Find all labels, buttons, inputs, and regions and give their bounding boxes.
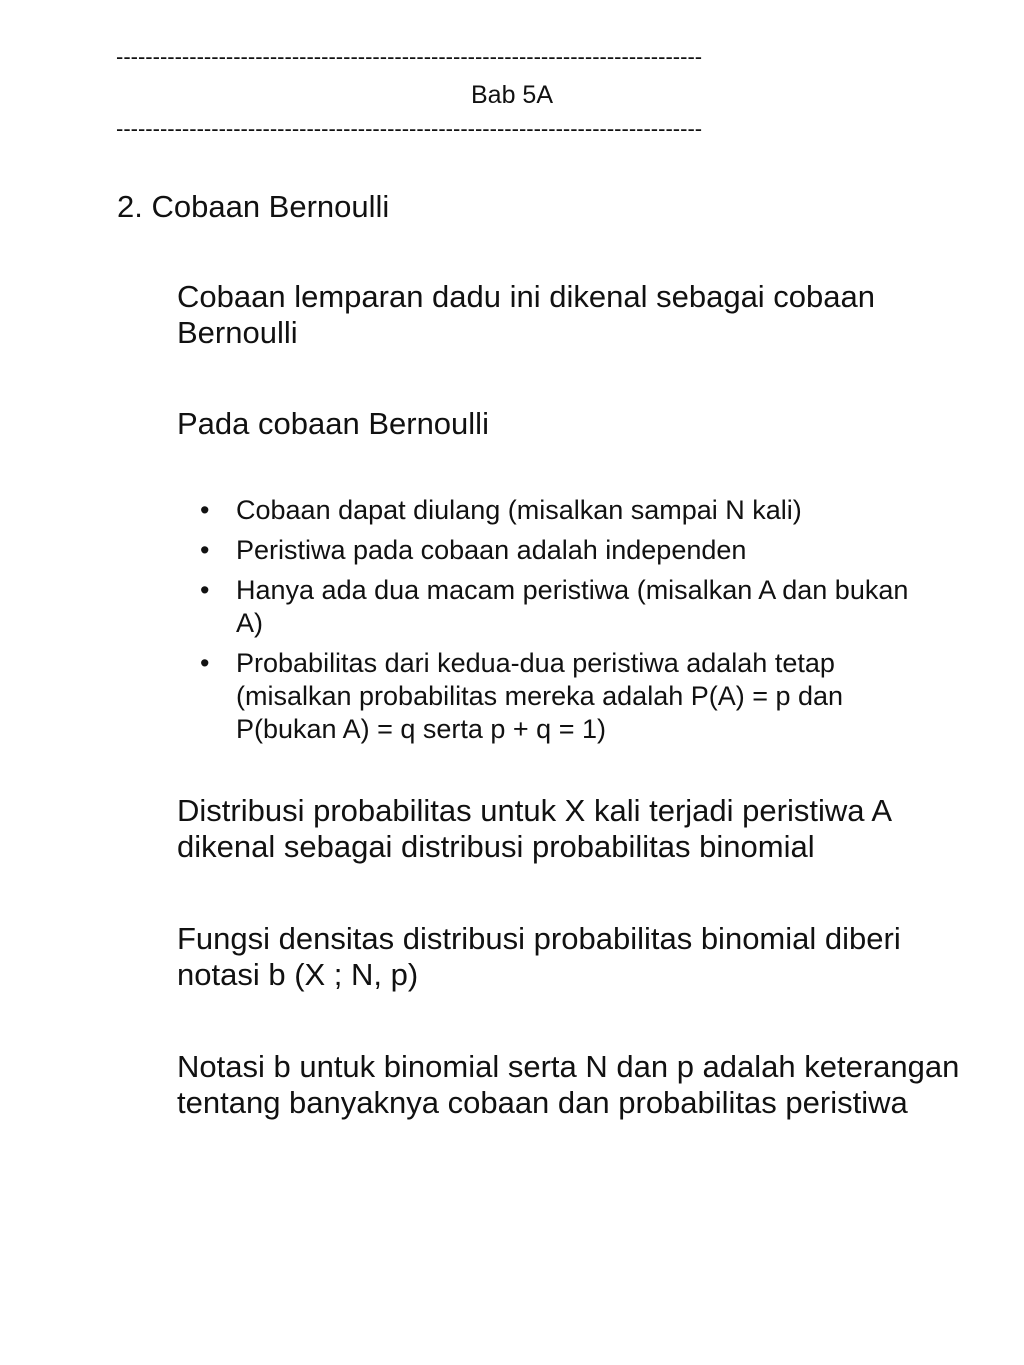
list-item [200, 647, 930, 746]
list-item [200, 534, 930, 567]
header-rule-bottom: -------------------------------------------------------------------------------- [116, 116, 703, 141]
chapter-label: Bab 5A [470, 81, 553, 109]
section-title: 2. Cobaan Bernoulli [117, 189, 390, 224]
list-item [200, 574, 930, 640]
list-item [200, 494, 930, 527]
intro-paragraph: Cobaan lemparan dadu ini dikenal sebagai cobaan Bernoulli [177, 279, 876, 350]
header-rule-top: -------------------------------------------------------------------------------- [116, 44, 703, 69]
bullet-icon: • [200, 575, 210, 605]
notation-paragraph: Notasi b untuk binomial serta N dan p adalah keterangan tentang banyaknya cobaan dan probabilitas peristiwa [177, 1049, 960, 1120]
distribution-paragraph: Distribusi probabilitas untuk X kali terjadi peristiwa A dikenal sebagai distribusi probabilitas binomial [177, 793, 891, 864]
bullet-icon: • [200, 535, 210, 565]
list-item-text: Cobaan dapat diulang (misalkan sampai N kali) [236, 495, 802, 525]
page-header [116, 44, 908, 142]
list-item-text: Peristiwa pada cobaan adalah independen [236, 535, 747, 565]
density-paragraph: Fungsi densitas distribusi probabilitas binomial diberi notasi b (X ; N, p) [177, 921, 901, 992]
list-item-text: Probabilitas dari kedua-dua peristiwa adalah tetap (misalkan probabilitas mereka adalah P(A) = p dan P(bukan A) = q serta p + q = 1) [236, 648, 844, 744]
bullet-icon: • [200, 495, 210, 525]
bullet-list [200, 494, 930, 753]
bullet-icon: • [200, 648, 210, 678]
list-item-text: Hanya ada dua macam peristiwa (misalkan A dan bukan A) [236, 575, 909, 638]
lead-paragraph: Pada cobaan Bernoulli [177, 406, 489, 441]
